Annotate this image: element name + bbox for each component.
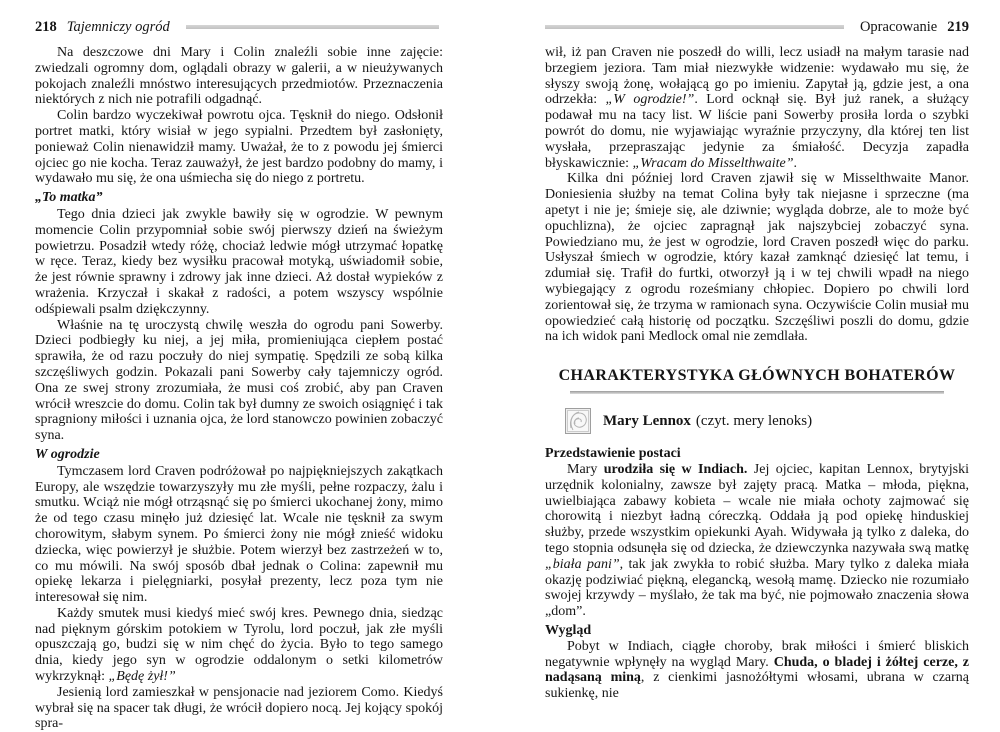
text-segment: „biała pani” — [545, 556, 620, 572]
section-heading-title: CHARAKTERYSTYKA GŁÓWNYCH BOHATERÓW — [558, 367, 956, 385]
header-rule-left — [186, 25, 439, 29]
paragraph — [545, 45, 969, 171]
character-pronunciation: (czyt. mery lenoks) — [695, 413, 813, 430]
text-segment: Pobyt w Indiach, ciągłe choroby, brak miłości i śmierć bliskich negatywnie wpłynęły na wygląd Mary. — [545, 638, 969, 670]
run-in-heading: Przedstawienie postaci — [545, 446, 681, 462]
paragraph — [35, 464, 443, 606]
left-running-header — [35, 18, 443, 36]
text-segment: Chuda, o bladej i żółtej cerze, z nadąsaną miną — [545, 654, 969, 686]
run-in-heading: Wygląd — [545, 622, 592, 638]
left-page-body — [35, 45, 443, 732]
paragraph — [545, 171, 969, 345]
section-heading-rule — [570, 391, 944, 394]
text-segment: Na deszczowe dni Mary i Colin znaleźli sobie inne zajęcie: zwiedzali ogromny dom, oglądali obrazy w galerii, a w nieużywanych pokojach znaleźli mnóstwo interesujących przedmiotów. Przeznaczenia niektórych z nich nie potrafili odgadnąć. — [35, 45, 443, 108]
right-running-header — [545, 18, 969, 36]
text-segment: Właśnie na tę uroczystą chwilę weszła do ogrodu pani Sowerby. Dzieci podbiegły ku niej, a jej miła, promieniująca ciepłem postać sprawiła, że od razu poczuły do niej sympatię. Spędzili ze sobą kilka szczęśliwych godzin. Pokazali pani Sowerby cały tajemniczy ogród. Ona ze swej strony zrozumiała, że musi coś zrobić, aby pan Craven wrócił wreszcie do domu. Colin tak był dumny ze swoich osiągnięć i tak spragniony miłości i uznania ojca, że lord stanowczo powinien zobaczyć syna. — [35, 317, 443, 444]
text-segment: Tymczasem lord Craven podróżował po najpiękniejszych zakątkach Europy, ale wszędzie towarzyszyły mu złe myśli, pełne rozpaczy, żalu i smutku. Wciąż nie mógł otrząsnąć się po śmierci ukochanej żony, mimo że od tego czasu minęło już dziesięć lat. Wcale nie tęsknił za swym chorowitym, słabym synem. Po śmierci żony nie mógł znieść widoku dziecka, więc powierzył je służbie. Potem wierzył bez zastrzeżeń w to, co mu mówili. Na swój sposób dbał jednak o Colina: zapewnił mu opiekę lekarza i pielęgniarki, posyłał prezenty, lecz poza tym nie interesował się nim. — [35, 463, 443, 606]
text-segment: Mary — [567, 461, 604, 477]
left-page-number: 218 — [35, 18, 57, 35]
right-page-body — [545, 45, 969, 702]
left-page — [35, 18, 443, 732]
paragraph — [35, 318, 443, 444]
text-segment: Jej ojciec, kapitan Lennox, brytyjski urzędnik kolonialny, zawsze był zajęty pracą. Matka – młoda, piękna, uwielbiająca zabawy kobieta – wcale nie miała ochoty zajmować się chorowitą i niezbyt ładną córeczką. Oddała ją pod opiekę hinduskiej służby, przede wszystkim opiekunki Ayah. Widywała ją tylko z daleka, do tego stopnia odsunęła się od dziecka, że dziewczynka nazywała swą matkę — [545, 461, 969, 556]
text-segment: Jesienią lord zamieszkał w pensjonacie nad jeziorem Como. Kiedyś wybrał się na spacer tak długi, że wrócił dopiero nocą. Jej kojący spokój spra- — [35, 684, 443, 732]
text-segment: , tak jak zwykła to robić służba. Mary tylko z daleka miała okazję podziwiać piękną, elegancką, wesołą mamę. Dziecko nie rozumiało swojej krzywdy – myślało, że tak ma być, nie pojmowało znaczenia słowa „dom”. — [545, 556, 969, 620]
paragraph — [35, 606, 443, 685]
header-rule-right — [545, 25, 844, 29]
paragraph — [35, 108, 443, 187]
paragraph — [35, 45, 443, 108]
text-segment: wił, iż pan Craven nie poszedł do willi, lecz usiadł na małym tarasie nad brzegiem jeziora. Tam miał niezwykłe widzenie: wydawało mu się, że słyszy swoją żonę, wołającą go po imieniu. Zapytał ją, gdzie jest, a ona odrzekła: — [545, 45, 969, 108]
right-page — [545, 18, 969, 702]
right-page-number: 219 — [947, 18, 969, 35]
character-heading — [545, 408, 969, 434]
subheading: „To matka” — [35, 190, 103, 206]
paragraph — [35, 685, 443, 732]
subheading: W ogrodzie — [35, 446, 100, 462]
text-segment: . Lord ocknął się. Był już ranek, a służący podawał mu na tacy list. W liście pani Sowerby prosiła lorda o szybki powrót do domu, nie wyjawiając wyraźnie przyczyny, dla której ten list wysłała, przepraszając jedynie za śmiałość. Decyzja zapadła błyskawicznie: — [545, 92, 969, 171]
character-name: Mary Lennox — [603, 413, 691, 430]
text-segment: . — [793, 155, 797, 171]
paragraph — [545, 462, 969, 620]
text-segment: „Wracam do Misselthwaite” — [632, 155, 794, 171]
text-segment: „Będę żył!” — [108, 669, 176, 685]
text-segment: Każdy smutek musi kiedyś mieć swój kres. Pewnego dnia, siedząc nad pięknym górskim potokiem w Tyrolu, lord poczuł, jak złe myśli opuszczają go, budzi się w nim chęć do życia. Było to tego samego dnia, kiedy jego syn w ogrodzie oddalonym o setki kilometrów wykrzyknął: — [35, 605, 443, 685]
book-title: Tajemniczy ogród — [66, 18, 170, 35]
paragraph — [35, 207, 443, 318]
text-segment: Colin bardzo wyczekiwał powrotu ojca. Tęsknił do niego. Odsłonił portret matki, który wisiał w jego sypialni. Przedtem był zasłonięty, ponieważ Colin nienawidził mamy. Uważał, że to z powodu jej śmierci ojciec go nie kocha. Teraz zauważył, że jest bardzo podobny do mamy, i wydawało mu się, że ona uśmiecha się do niego z portretu. — [35, 108, 443, 187]
text-segment: „W ogrodzie!” — [605, 92, 695, 108]
text-segment: urodziła się w Indiach. — [603, 461, 748, 477]
ornament-icon — [565, 408, 591, 434]
paragraph — [545, 639, 969, 702]
text-segment: Kilka dni później lord Craven zjawił się w Misselthwaite Manor. Doniesienia służby na temat Colina były tak niejasne i sprzeczne (ma apetyt i nie je; śmieje się, ale dziwnie; wygląda dobrze, ale to może być opuchlizna), że ojciec zapragnął jak najszybciej zobaczyć syna. Powiedziano mu, że jest w ogrodzie, lord Craven poszedł więc do parku. Usłyszał śmiech w ogrodzie, który kazał zamknąć dziesięć lat temu, i zdumiał się. Trafił do furtki, otworzył ją i w tej chwili wpadł na niego wybiegający z ogrodu roześmiany chłopiec. Dopiero po chwili lord zorientował się, że trzyma w ramionach syna. Oczywiście Colin musiał mu opowiedzieć całą historię od początku. Szczęśliwi poszli do domu, gdzie na ich widok pani Medlock omal nie zemdlała. — [545, 171, 969, 345]
text-segment: Tego dnia dzieci jak zwykle bawiły się w ogrodzie. W pewnym momencie Colin przypomniał sobie swój pierwszy dzień na świeżym powietrzu. Posadził wtedy różę, chociaż ledwie mógł utrzymać łopatkę w ręce. Teraz, kiedy bez wysiłku pracował motyką, uświadomił sobie, że jest równie sprawny i zdrowy jak inne dzieci. Aż dostał wypieków z wrażenia. Krzyczał i skakał z radości, a potem wszyscy wspólnie odśpiewali psalm dziękczynny. — [35, 206, 443, 317]
section-name: Opracowanie — [859, 18, 938, 35]
text-segment: , z cienkimi jasnożółtymi włosami, ubrana w czarną sukienkę, nie — [545, 670, 969, 702]
section-heading — [549, 367, 965, 394]
